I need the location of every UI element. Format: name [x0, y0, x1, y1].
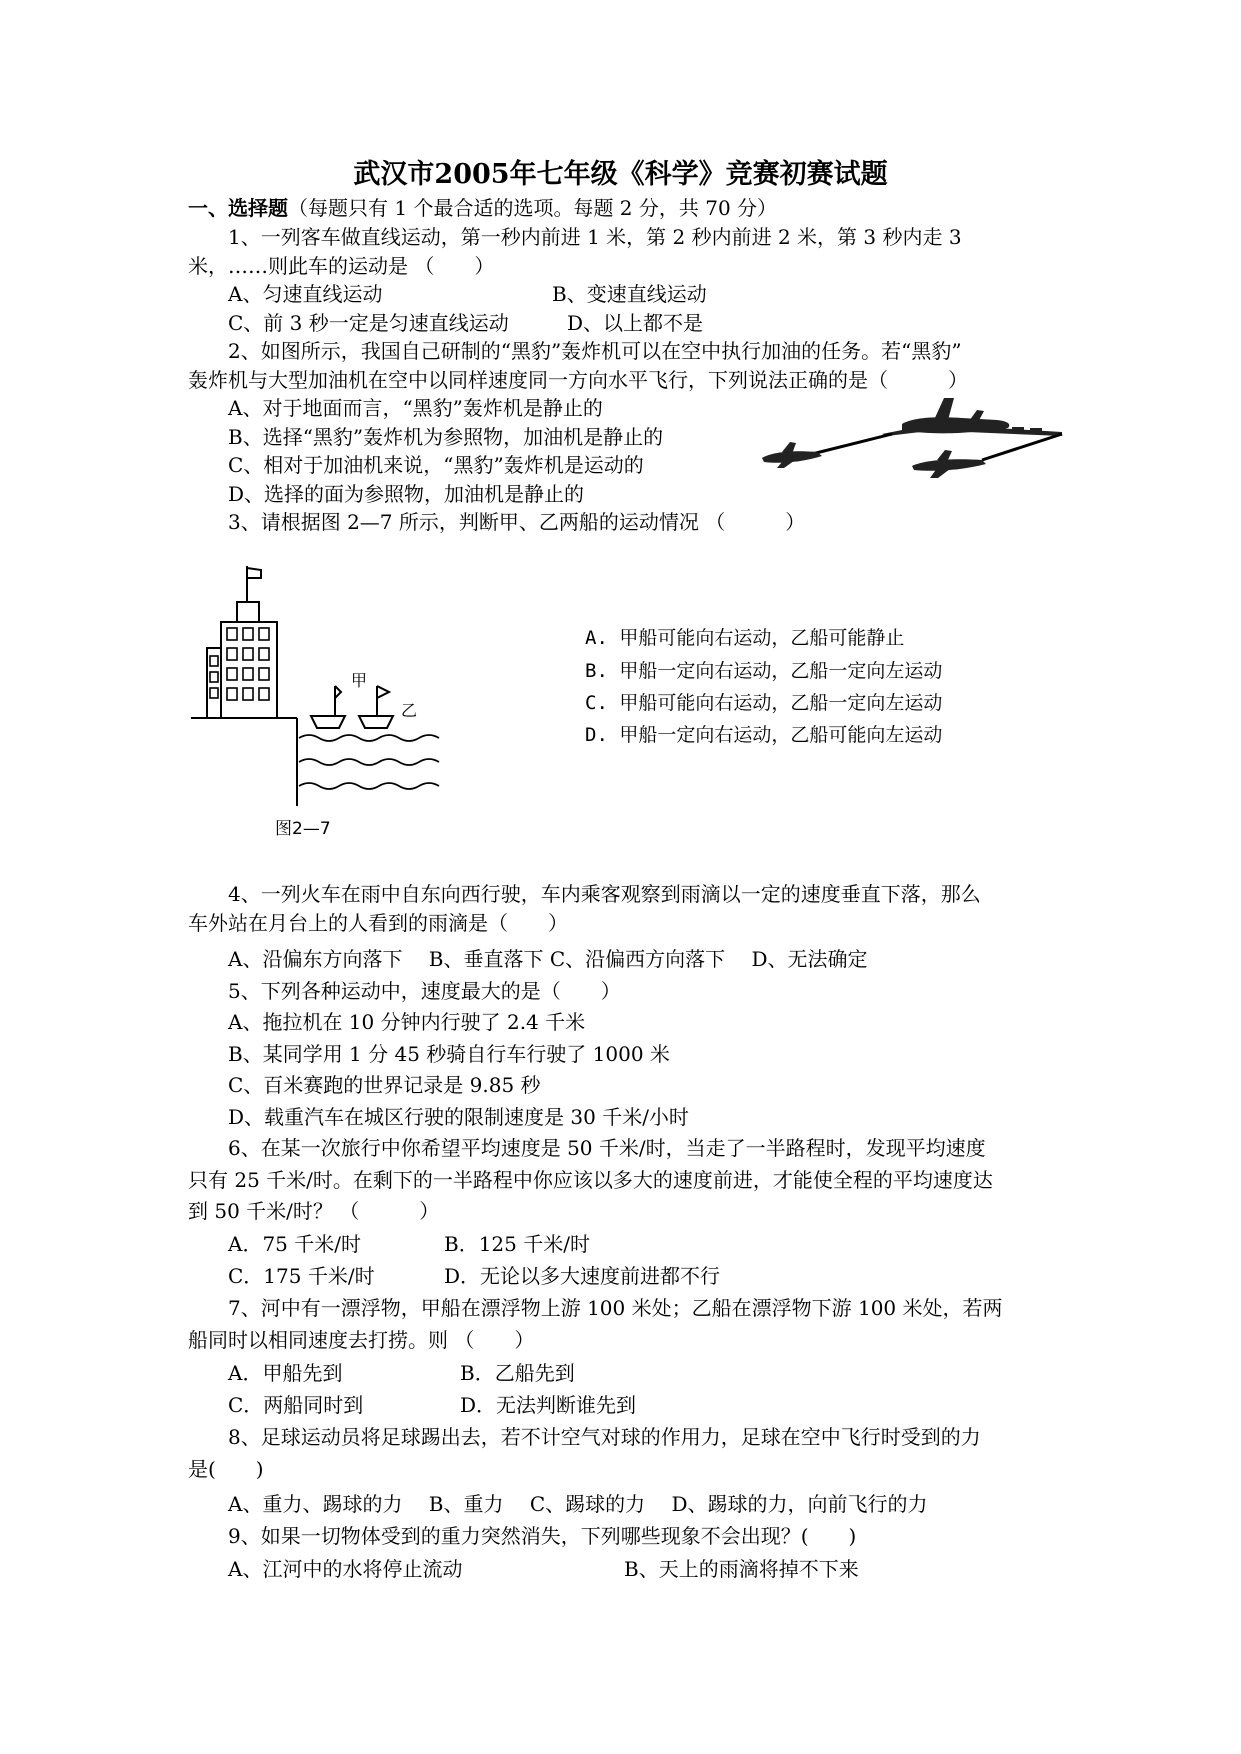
q5-option-d: D、载重汽车在城区行驶的限制速度是 30 千米/小时 — [228, 1105, 689, 1129]
building-windows — [210, 628, 269, 700]
q7-stem-line2: 船同时以相同速度去打捞。则 （ ） — [188, 1328, 535, 1352]
water-wave-1 — [299, 735, 439, 741]
q2-option-c: C、相对于加油机来说，“黑豹”轰炸机是运动的 — [228, 453, 644, 477]
q7-option-d: D．无法判断谁先到 — [460, 1393, 637, 1417]
q2-stem-line1: 2、如图所示，我国自己研制的“黑豹”轰炸机可以在空中执行加油的任务。若“黑豹” — [228, 339, 962, 363]
q4-options: A、沿偏东方向落下 B、垂直落下 C、沿偏西方向落下 D、无法确定 — [228, 947, 868, 971]
q1-option-d: D、以上都不是 — [567, 311, 704, 335]
q3-option-c: C. 甲船可能向右运动，乙船一定向左运动 — [585, 692, 943, 714]
q3-stem: 3、请根据图 2—7 所示，判断甲、乙两船的运动情况 （ ） — [228, 510, 806, 534]
q6-option-b: B．125 千米/时 — [444, 1232, 590, 1256]
water-wave-2 — [299, 759, 439, 765]
q1-option-a: A、匀速直线运动 — [228, 282, 383, 306]
q2-option-d: D、选择的面为参照物，加油机是静止的 — [228, 482, 585, 506]
q6-stem-line2: 只有 25 千米/时。在剩下的一半路程中你应该以多大的速度前进，才能使全程的平均速度达 — [188, 1168, 993, 1192]
bomber-aircraft-left-icon — [762, 442, 822, 468]
q5-option-a: A、拖拉机在 10 分钟内行驶了 2.4 千米 — [228, 1010, 586, 1034]
boat-a-label: 甲 — [351, 671, 368, 690]
q1-option-c: C、前 3 秒一定是匀速直线运动 — [228, 311, 509, 335]
section-1-note: （每题只有 1 个最合适的选项。每题 2 分，共 70 分） — [288, 196, 778, 220]
tanker-aircraft-icon — [882, 398, 1062, 436]
q1-option-b: B、变速直线运动 — [552, 282, 707, 306]
q9-stem: 9、如果一切物体受到的重力突然消失，下列哪些现象不会出现？( ) — [228, 1524, 857, 1548]
q8-stem-line2: 是( ) — [188, 1457, 264, 1481]
q7-stem-line1: 7、河中有一漂浮物，甲船在漂浮物上游 100 米处；乙船在漂浮物下游 100 米处，若两 — [228, 1296, 1003, 1320]
q3-option-b: B. 甲船一定向右运动，乙船一定向左运动 — [585, 660, 943, 682]
q8-options: A、重力、踢球的力 B、重力 C、踢球的力 D、踢球的力，向前飞行的力 — [228, 1492, 928, 1516]
q1-stem-line1: 1、一列客车做直线运动，第一秒内前进 1 米，第 2 秒内前进 2 米，第 3 秒内走 3 — [228, 225, 962, 249]
q5-option-b: B、某同学用 1 分 45 秒骑自行车行驶了 1000 米 — [228, 1042, 670, 1066]
q6-stem-line1: 6、在某一次旅行中你希望平均速度是 50 千米/时，当走了一半路程时，发现平均速度 — [228, 1136, 986, 1160]
building-flag-icon — [247, 568, 261, 578]
q4-stem-line2: 车外站在月台上的人看到的雨滴是（ ） — [188, 911, 568, 935]
q2-option-a: A、对于地面而言，“黑豹”轰炸机是静止的 — [228, 396, 603, 420]
refuel-hose-left — [812, 434, 892, 454]
water-wave-3 — [299, 783, 439, 789]
q7-option-a: A．甲船先到 — [228, 1361, 343, 1385]
q8-stem-line1: 8、足球运动员将足球踢出去，若不计空气对球的作用力，足球在空中飞行时受到的力 — [228, 1425, 981, 1449]
boat-b-label: 乙 — [401, 701, 418, 720]
q3-option-a: A. 甲船可能向右运动，乙船可能静止 — [585, 627, 905, 649]
section-1-label: 一、选择题 — [188, 196, 288, 220]
refuel-hose-right — [982, 434, 1062, 460]
boat-a-icon — [311, 686, 345, 728]
page-title: 武汉市2005年七年级《科学》竞赛初赛试题 — [353, 159, 888, 190]
q4-stem-line1: 4、一列火车在雨中自东向西行驶，车内乘客观察到雨滴以一定的速度垂直下落，那么 — [228, 882, 981, 906]
figure-caption: 图2—7 — [275, 819, 331, 839]
q5-stem: 5、下列各种运动中，速度最大的是（ ） — [228, 979, 621, 1003]
bomber-aircraft-right-icon — [912, 450, 986, 478]
section-1-heading — [188, 194, 777, 222]
q7-option-c: C．两船同时到 — [228, 1393, 364, 1417]
q6-option-d: D．无论以多大速度前进都不行 — [444, 1264, 721, 1288]
q7-option-b: B．乙船先到 — [460, 1361, 575, 1385]
refuelling-aircraft-figure — [762, 396, 1082, 496]
q1-stem-line2: 米，……则此车的运动是 （ ） — [188, 254, 495, 278]
figure-2-7 — [205, 566, 505, 846]
q5-option-c: C、百米赛跑的世界记录是 9.85 秒 — [228, 1073, 541, 1097]
q3-option-d: D. 甲船一定向右运动，乙船可能向左运动 — [585, 724, 943, 746]
q2-option-b: B、选择“黑豹”轰炸机为参照物，加油机是静止的 — [228, 425, 664, 449]
q6-stem-line3: 到 50 千米/时？ （ ） — [188, 1199, 440, 1223]
q6-option-c: C．175 千米/时 — [228, 1264, 375, 1288]
boat-b-icon — [359, 686, 393, 728]
q9-option-b: B、天上的雨滴将掉不下来 — [624, 1557, 859, 1581]
q9-option-a: A、江河中的水将停止流动 — [228, 1557, 463, 1581]
q6-option-a: A．75 千米/时 — [228, 1232, 361, 1256]
building-tower — [237, 602, 259, 622]
building-annex — [207, 648, 221, 718]
q2-stem-line2: 轰炸机与大型加油机在空中以同样速度同一方向水平飞行，下列说法正确的是（ ） — [188, 368, 968, 392]
